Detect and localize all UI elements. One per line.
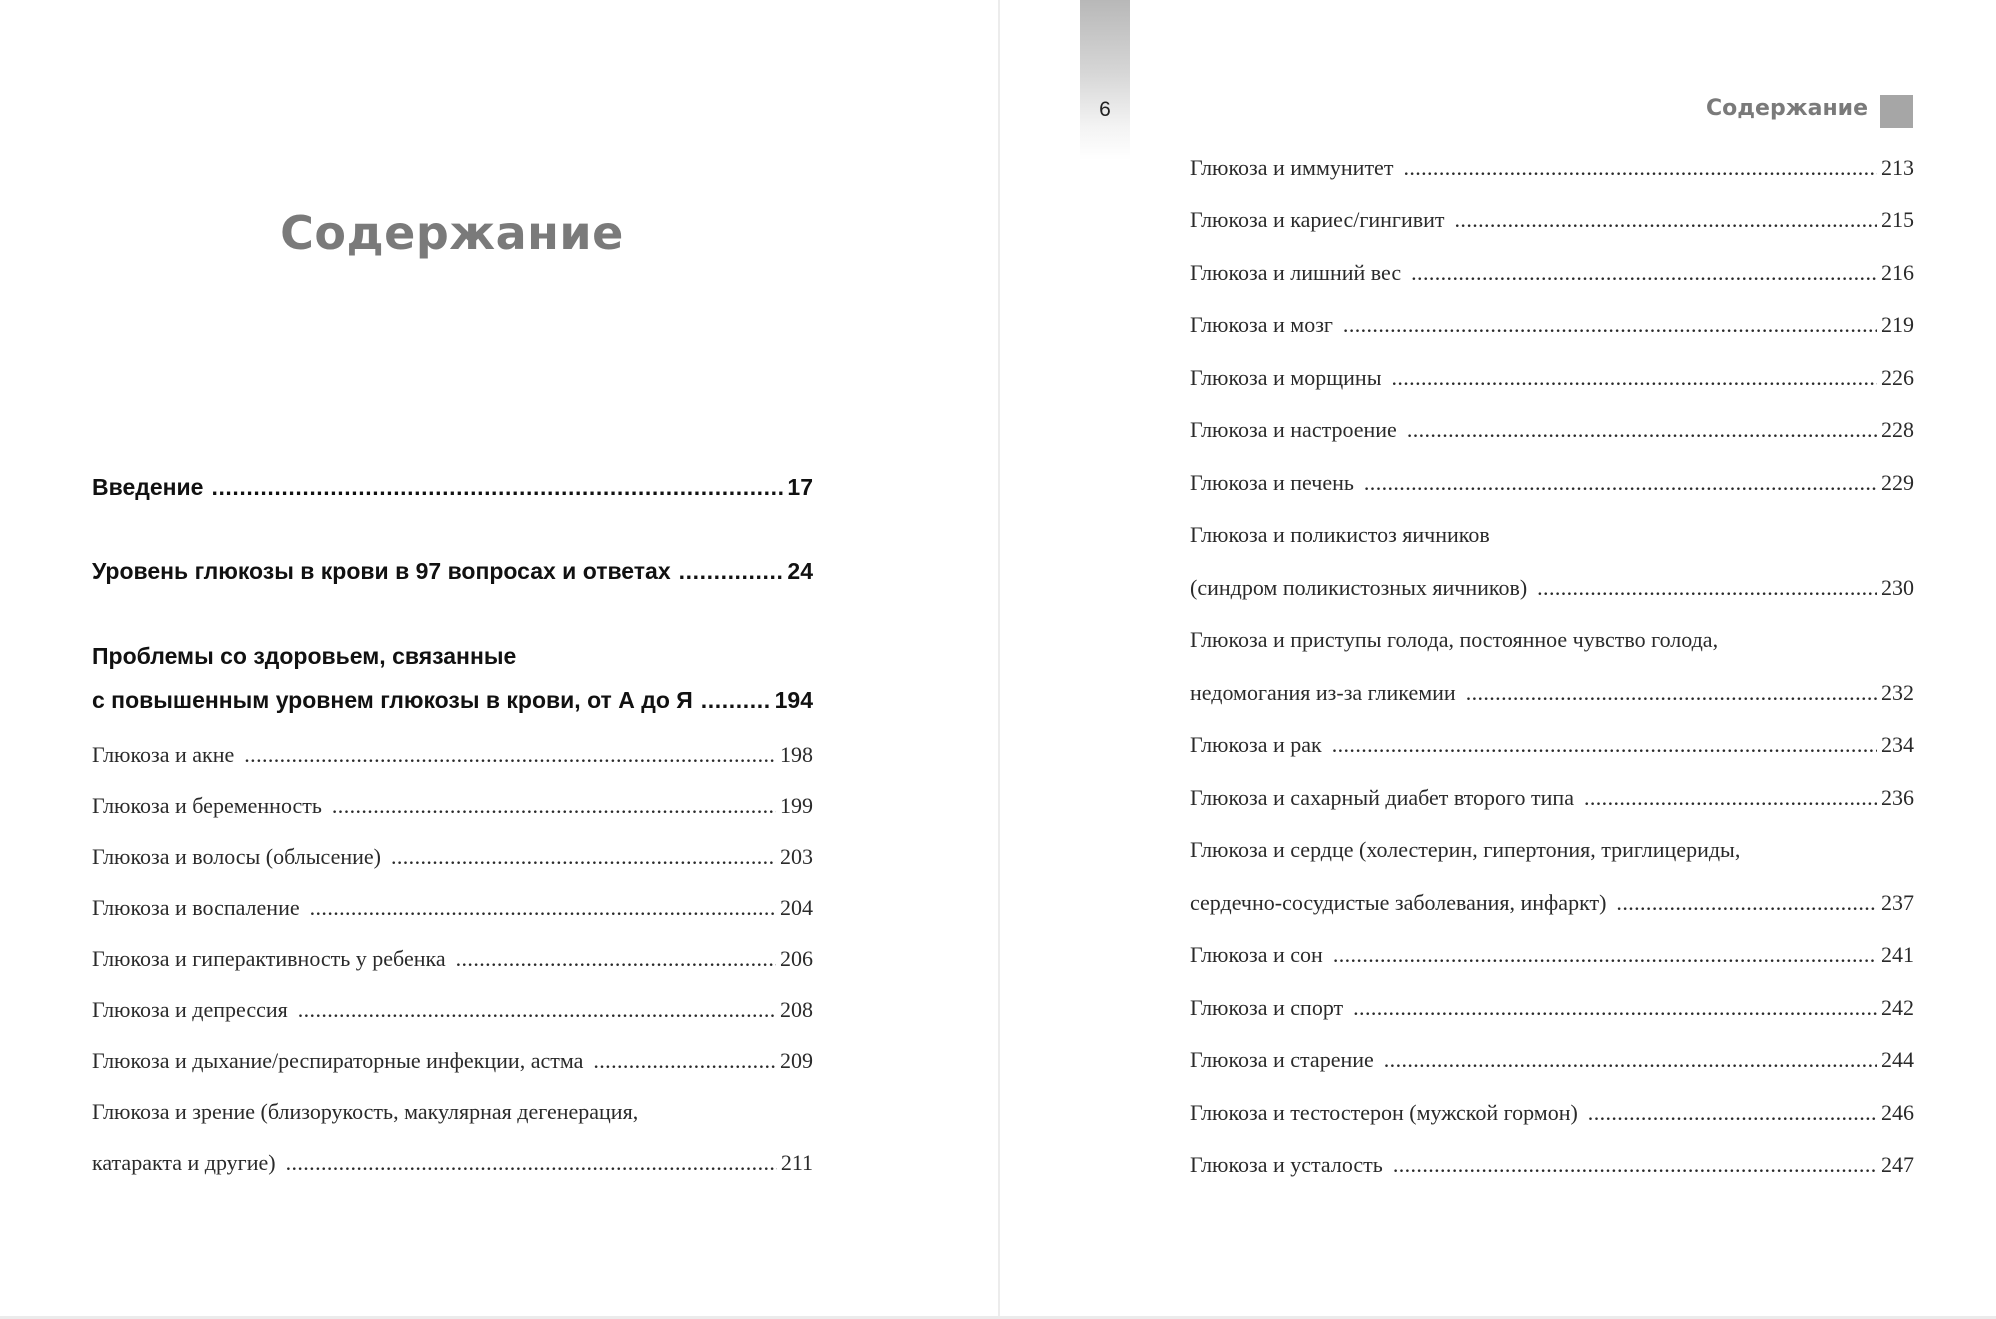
toc-entry-page: 241 <box>1881 942 1914 967</box>
toc-entry-title: недомогания из-за гликемии <box>1190 680 1456 705</box>
toc-leader-dots <box>244 742 776 768</box>
toc-entry-title: Глюкоза и усталость <box>1190 1152 1383 1177</box>
toc-entry-title: Глюкоза и воспаление <box>92 895 300 920</box>
toc-entry-page: 237 <box>1881 890 1914 915</box>
toc-entry-page: 206 <box>780 946 813 971</box>
toc-entry-page: 203 <box>780 844 813 869</box>
toc-entry[interactable] <box>1190 417 1914 457</box>
toc-leader-dots <box>286 1150 777 1176</box>
toc-entry[interactable] <box>92 1048 813 1088</box>
toc-entry-page: 219 <box>1881 312 1914 337</box>
toc-leader-dots <box>1403 155 1877 181</box>
toc-entry-questions[interactable] <box>92 558 813 598</box>
toc-entry-title: Глюкоза и морщины <box>1190 365 1382 390</box>
toc-entry-page: 246 <box>1881 1100 1914 1125</box>
toc-entry-title: Глюкоза и лишний вес <box>1190 260 1402 285</box>
toc-entry[interactable] <box>92 946 813 986</box>
toc-entry[interactable] <box>92 793 813 833</box>
toc-entry-title: с повышенным уровнем глюкозы в крови, от А до Я <box>92 687 693 713</box>
toc-leader-dots <box>1588 1100 1877 1126</box>
toc-entry[interactable] <box>1190 365 1914 405</box>
toc-entry[interactable] <box>92 1150 813 1190</box>
running-head: Содержание <box>1706 96 1868 121</box>
toc-entry[interactable] <box>1190 1100 1914 1140</box>
toc-entry[interactable] <box>92 844 813 884</box>
toc-entry[interactable] <box>92 895 813 935</box>
toc-entry-page: 236 <box>1881 785 1914 810</box>
toc-entry-page: 208 <box>780 997 813 1022</box>
toc-entry-page: 230 <box>1881 575 1914 600</box>
toc-entry-page: 199 <box>780 793 813 818</box>
toc-leader-dots <box>1343 312 1877 338</box>
running-head-square <box>1880 95 1913 128</box>
toc-entry-title: сердечно-сосудистые заболевания, инфаркт) <box>1190 890 1607 915</box>
toc-leader-dots <box>1537 575 1877 601</box>
toc-entry[interactable] <box>1190 890 1914 930</box>
toc-entry-title: Глюкоза и рак <box>1190 732 1322 757</box>
toc-leader-dots <box>1364 470 1877 496</box>
toc-leader-dots <box>1466 680 1877 706</box>
toc-entry-title: Глюкоза и гиперактивность у ребенка <box>92 946 446 971</box>
toc-entry-title: Глюкоза и беременность <box>92 793 322 818</box>
toc-entry-page: 17 <box>787 474 813 500</box>
toc-entry-page: 234 <box>1881 732 1914 757</box>
toc-entry[interactable] <box>92 742 813 782</box>
toc-section-problems[interactable] <box>92 687 813 727</box>
toc-leader-dots <box>1353 995 1877 1021</box>
toc-entry-title: Глюкоза и спорт <box>1190 995 1344 1020</box>
toc-leader-dots <box>456 946 776 972</box>
toc-entry-title-line1: Глюкоза и сердце (холестерин, гипертония, триглицериды, <box>1190 837 1741 862</box>
page-number: 6 <box>1099 98 1111 121</box>
toc-entry-page: 244 <box>1881 1047 1914 1072</box>
toc-leader-dots <box>1407 417 1877 443</box>
toc-entry-title: Глюкоза и волосы (облысение) <box>92 844 381 869</box>
toc-entry[interactable] <box>1190 312 1914 352</box>
toc-leader-dots <box>679 558 784 585</box>
toc-entry-title: Глюкоза и старение <box>1190 1047 1374 1072</box>
toc-entry-title: Уровень глюкозы в крови в 97 вопросах и ответах <box>92 558 671 584</box>
toc-entry-page: 209 <box>780 1048 813 1073</box>
book-gutter <box>998 0 1000 1319</box>
toc-entry-title: Глюкоза и сахарный диабет второго типа <box>1190 785 1574 810</box>
toc-entry[interactable] <box>92 997 813 1037</box>
toc-entry-title: Глюкоза и акне <box>92 742 235 767</box>
toc-entry-title-line1: Глюкоза и поликистоз яичников <box>1190 522 1490 547</box>
toc-entry[interactable] <box>1190 575 1914 615</box>
toc-entry-page: 232 <box>1881 680 1914 705</box>
toc-entry-title: (синдром поликистозных яичников) <box>1190 575 1528 600</box>
toc-leader-dots <box>1332 732 1877 758</box>
toc-entry-page: 194 <box>774 687 813 713</box>
toc-leader-dots <box>391 844 776 870</box>
toc-entry-title: Глюкоза и сон <box>1190 942 1323 967</box>
toc-entry[interactable] <box>1190 732 1914 772</box>
toc-entry-title: Глюкоза и настроение <box>1190 417 1397 442</box>
toc-entry-title: Введение <box>92 474 204 500</box>
toc-entry-title: катаракта и другие) <box>92 1150 276 1175</box>
toc-entry-title: Глюкоза и кариес/гингивит <box>1190 207 1445 232</box>
toc-entry[interactable] <box>1190 207 1914 247</box>
toc-entry-page: 229 <box>1881 470 1914 495</box>
toc-entry[interactable] <box>1190 470 1914 510</box>
toc-entry-page: 211 <box>780 1150 813 1175</box>
toc-entry-title-line1: Глюкоза и приступы голода, постоянное чувство голода, <box>1190 627 1719 652</box>
toc-leader-dots <box>1616 890 1877 916</box>
toc-entry[interactable] <box>1190 260 1914 300</box>
toc-leader-dots <box>593 1048 776 1074</box>
toc-entry[interactable] <box>1190 1152 1914 1192</box>
toc-entry[interactable] <box>1190 680 1914 720</box>
toc-entry-page: 204 <box>780 895 813 920</box>
toc-entry-title: Глюкоза и дыхание/респираторные инфекции, астма <box>92 1048 584 1073</box>
toc-entry-page: 213 <box>1881 155 1914 180</box>
toc-leader-dots <box>1584 785 1877 811</box>
toc-leader-dots <box>701 687 771 714</box>
toc-entry-page: 228 <box>1881 417 1914 442</box>
toc-entry-page: 24 <box>787 558 813 584</box>
toc-entry-title: Глюкоза и тестостерон (мужской гормон) <box>1190 1100 1578 1125</box>
toc-entry-title: Глюкоза и иммунитет <box>1190 155 1394 180</box>
toc-leader-dots <box>298 997 776 1023</box>
toc-leader-dots <box>1391 365 1877 391</box>
toc-entry-page: 226 <box>1881 365 1914 390</box>
toc-leader-dots <box>1393 1152 1877 1178</box>
toc-entry[interactable] <box>1190 942 1914 982</box>
toc-entry-title: Глюкоза и печень <box>1190 470 1354 495</box>
page-title: Содержание <box>280 206 624 260</box>
toc-entry-title: Глюкоза и депрессия <box>92 997 288 1022</box>
toc-entry-page: 215 <box>1881 207 1914 232</box>
toc-entry-page: 247 <box>1881 1152 1914 1177</box>
toc-entry-page: 216 <box>1881 260 1914 285</box>
page-tab-strip <box>1080 0 1130 160</box>
toc-section-title-line1: Проблемы со здоровьем, связанные <box>92 643 517 669</box>
toc-leader-dots <box>1384 1047 1877 1073</box>
toc-leader-dots <box>1455 207 1877 233</box>
toc-entry-page: 242 <box>1881 995 1914 1020</box>
toc-leader-dots <box>310 895 776 921</box>
toc-leader-dots <box>211 474 783 501</box>
toc-entry-page: 198 <box>780 742 813 767</box>
toc-entry-title-line1: Глюкоза и зрение (близорукость, макулярная дегенерация, <box>92 1099 639 1124</box>
toc-leader-dots <box>332 793 776 819</box>
toc-entry[interactable] <box>1190 1047 1914 1087</box>
toc-leader-dots <box>1411 260 1877 286</box>
toc-entry[interactable] <box>1190 155 1914 195</box>
toc-entry[interactable] <box>1190 785 1914 825</box>
toc-entry-title: Глюкоза и мозг <box>1190 312 1333 337</box>
toc-entry[interactable] <box>1190 995 1914 1035</box>
toc-leader-dots <box>1333 942 1877 968</box>
toc-entry-introduction[interactable] <box>92 474 813 514</box>
